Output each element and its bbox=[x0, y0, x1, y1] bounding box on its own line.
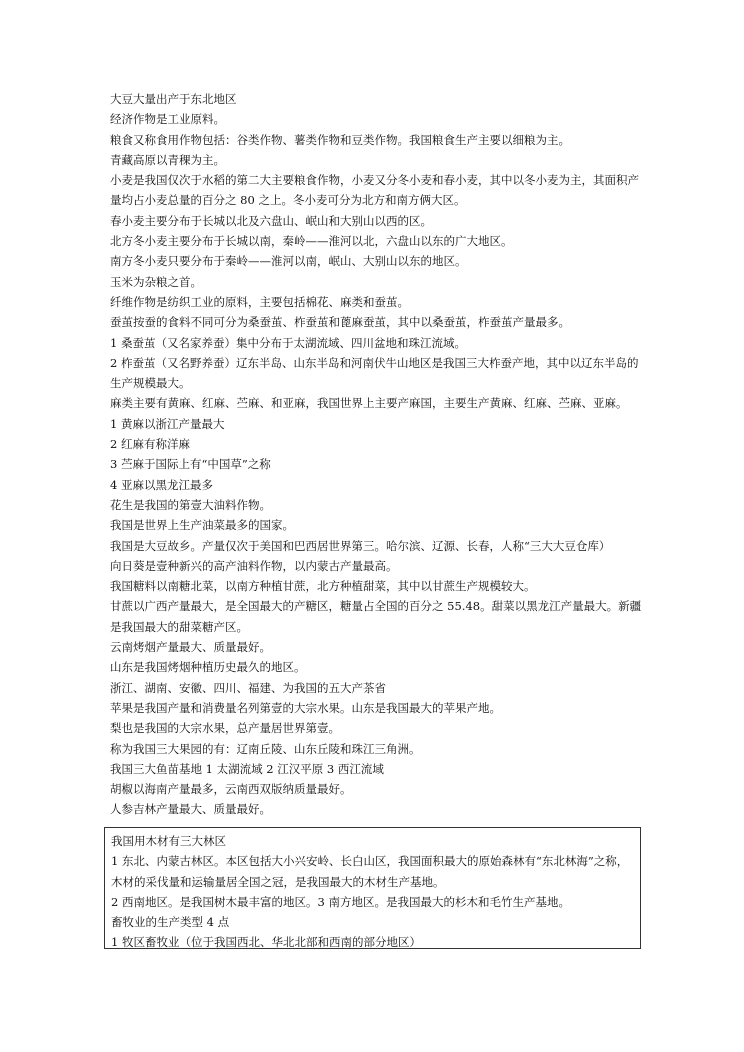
box-paragraph: 我国用木材有三大林区 bbox=[111, 834, 226, 848]
paragraph: 1 黄麻以浙江产量最大 bbox=[110, 416, 225, 431]
paragraph: 春小麦主要分布于长城以北及六盘山、岷山和大别山以西的区。 bbox=[110, 213, 432, 228]
paragraph: 向日葵是壹种新兴的高产油料作物，以内蒙古产量最高。 bbox=[110, 558, 398, 573]
paragraph: 北方冬小麦主要分布于长城以南，秦岭——淮河以北，六盘山以东的广大地区。 bbox=[110, 234, 513, 249]
paragraph: 胡椒以海南产量最多，云南西双版纳质量最好。 bbox=[110, 782, 352, 797]
paragraph: 山东是我国烤烟种植历史最久的地区。 bbox=[110, 660, 306, 675]
paragraph: 甘蔗以广西产量最大，是全国最大的产糖区，糖量占全国的百分之 55.48。甜菜以黑龙江产量最大。新疆是我国最大的甜菜糖产区。 bbox=[110, 599, 642, 634]
paragraph: 纤维作物是纺织工业的原料，主要包括棉花、麻类和蚕茧。 bbox=[110, 294, 409, 309]
paragraph: 2 红麻有称洋麻 bbox=[110, 437, 190, 452]
paragraph: 我国三大鱼苗基地 1 太湖流域 2 江汉平原 3 西江流域 bbox=[110, 761, 384, 776]
paragraph: 南方冬小麦只要分布于秦岭——淮河以南，岷山、大别山以东的地区。 bbox=[110, 254, 467, 269]
main-text bbox=[110, 89, 648, 820]
paragraph: 2 柞蚕茧（又名野养蚕）辽东半岛、山东半岛和河南伏牛山地区是我国三大柞蚕产地，其中以辽东半岛的生产规模最大。 bbox=[110, 355, 639, 391]
forest-regions-box bbox=[104, 827, 641, 949]
paragraph: 粮食又称食用作物包括：谷类作物、薯类作物和豆类作物。我国粮食生产主要以细粮为主。 bbox=[110, 132, 570, 147]
paragraph: 我国是世界上生产油菜最多的国家。 bbox=[110, 518, 294, 533]
paragraph: 大豆大量出产于东北地区 bbox=[110, 92, 237, 106]
box-paragraph: 1 东北、内蒙古林区。本区包括大小兴安岭、长白山区，我国面积最大的原始森林有“东北林海”之称，木材的采伐量和运输量居全国之冠，是我国最大的木材生产基地。 bbox=[111, 854, 629, 889]
paragraph: 小麦是我国仅次于水稻的第二大主要粮食作物，小麦又分冬小麦和春小麦，其中以冬小麦为主，其面积产量均占小麦总量的百分之 80 之上。冬小麦可分为北方和南方俩大区。 bbox=[110, 173, 639, 208]
paragraph: 青藏高原以青稞为主。 bbox=[110, 152, 225, 167]
paragraph: 4 亚麻以黑龙江最多 bbox=[110, 477, 213, 492]
paragraph: 花生是我国的第壹大油料作物。 bbox=[110, 497, 271, 512]
paragraph: 梨也是我国的大宗水果，总产量居世界第壹。 bbox=[110, 721, 340, 736]
paragraph: 我国糖料以南糖北菜，以南方种植甘蔗，北方种植甜菜，其中以甘蔗生产规模较大。 bbox=[110, 579, 536, 594]
paragraph: 经济作物是工业原料。 bbox=[110, 112, 225, 127]
box-paragraph: 畜牧业的生产类型 4 点 bbox=[111, 915, 230, 930]
paragraph: 麻类主要有黄麻、红麻、苎麻、和亚麻，我国世界上主要产麻国，主要生产黄麻、红麻、苎麻、亚麻。 bbox=[110, 396, 628, 411]
paragraph: 称为我国三大果园的有：辽南丘陵、山东丘陵和珠江三角洲。 bbox=[110, 741, 421, 756]
paragraph: 玉米为杂粮之首。 bbox=[110, 274, 202, 289]
box-paragraph: 2 西南地区。是我国树木最丰富的地区。3 南方地区。是我国最大的杉木和毛竹生产基地。 bbox=[111, 894, 570, 909]
paragraph: 我国是大豆故乡。产量仅次于美国和巴西居世界第三。哈尔滨、辽源、长春，人称“三大大豆仓库） bbox=[110, 538, 611, 553]
paragraph: 人参吉林产量最大、质量最好。 bbox=[110, 802, 271, 817]
paragraph: 云南烤烟产量最大、质量最好。 bbox=[110, 640, 271, 655]
paragraph: 浙江、湖南、安徽、四川、福建、为我国的五大产茶省 bbox=[110, 680, 386, 695]
paragraph: 苹果是我国产量和消费量名列第壹的大宗水果。山东是我国最大的苹果产地。 bbox=[110, 700, 501, 715]
paragraph: 3 苎麻于国际上有“中国草”之称 bbox=[110, 457, 271, 472]
box-text bbox=[111, 831, 639, 953]
box-paragraph: 1 牧区畜牧业（位于我国西北、华北北部和西南的部分地区） bbox=[111, 935, 421, 950]
paragraph: 1 桑蚕茧（又名家养蚕）集中分布于太湖流域、四川盆地和珠江流域。 bbox=[110, 335, 466, 350]
paragraph: 蚕茧按蚕的食料不同可分为桑蚕茧、柞蚕茧和蓖麻蚕茧，其中以桑蚕茧，柞蚕茧产量最多。 bbox=[110, 315, 570, 330]
